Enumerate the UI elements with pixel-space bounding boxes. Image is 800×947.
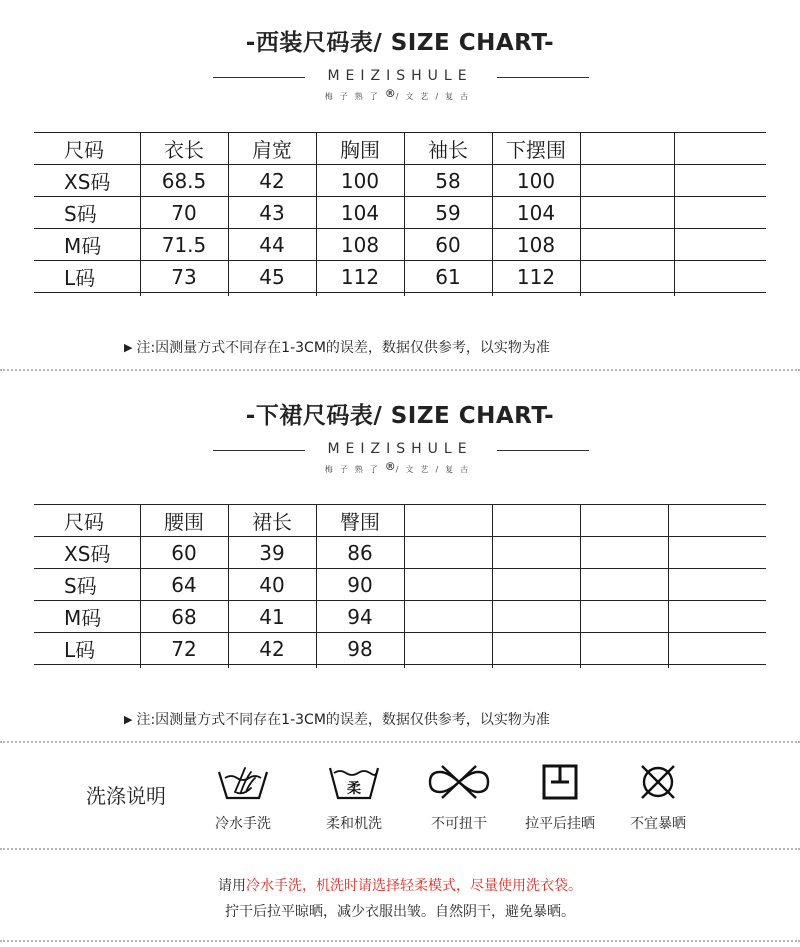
- table-cell: 108: [492, 229, 580, 261]
- header-cell: [674, 133, 766, 165]
- table-cell: 100: [492, 165, 580, 197]
- care-label: 冷水手洗: [215, 816, 271, 832]
- table-cell: 104: [492, 197, 580, 229]
- section-divider: [0, 741, 800, 743]
- table-cell: 112: [492, 261, 580, 293]
- table-cell: 100: [316, 165, 404, 197]
- gentle-machine-wash-icon: [326, 762, 382, 802]
- table-cell: [404, 633, 492, 665]
- table-row: [34, 261, 766, 293]
- skirt-size-table: [34, 504, 766, 668]
- table-cell: M码: [34, 229, 140, 261]
- table-cell: 40: [228, 569, 316, 601]
- table-cell: [580, 569, 668, 601]
- table-cell: 90: [316, 569, 404, 601]
- table-cell: 112: [316, 261, 404, 293]
- hand-wash-icon: [215, 762, 271, 802]
- table-cell: 60: [140, 537, 228, 569]
- table-cell: 68.5: [140, 165, 228, 197]
- header-cell: 下摆围: [492, 133, 580, 165]
- table-cell: XS码: [34, 537, 140, 569]
- registered-mark: ®: [384, 460, 396, 473]
- skirt-measure-note: [124, 709, 550, 729]
- header-cell: 胸围: [316, 133, 404, 165]
- care-label: 不宜暴晒: [630, 816, 686, 832]
- header-cell: 臀围: [316, 505, 404, 537]
- table-cell: 42: [228, 165, 316, 197]
- table-cell: M码: [34, 601, 140, 633]
- table-cell: 42: [228, 633, 316, 665]
- play-arrow-icon: ▶: [124, 341, 133, 354]
- instruction-prefix: 请用: [218, 878, 246, 894]
- table-tail: [34, 665, 766, 669]
- care-instruction-line-1: [0, 875, 800, 895]
- note-text: 注:因测量方式不同存在1-3CM的误差，数据仅供参考，以实物为准: [136, 340, 550, 356]
- table-cell: 72: [140, 633, 228, 665]
- section-divider: [0, 369, 800, 371]
- brand-subtitle-left: 梅子熟了: [324, 465, 385, 474]
- table-cell: [580, 601, 668, 633]
- table-cell: 86: [316, 537, 404, 569]
- section-divider: [0, 848, 800, 850]
- care-label: 柔和机洗: [326, 816, 382, 832]
- table-cell: XS码: [34, 165, 140, 197]
- section-divider: [0, 940, 800, 942]
- do-not-sun-dry-icon: [638, 762, 678, 802]
- brand-subtitle: [0, 87, 800, 102]
- table-cell: 71.5: [140, 229, 228, 261]
- gentle-wash-glyph: 柔: [347, 781, 361, 797]
- table-row: [34, 197, 766, 229]
- brand-subtitle-right: /文艺/复古: [395, 465, 476, 474]
- instruction-highlight: 冷水手洗，机洗时请选择轻柔模式，尽量使用洗衣袋。: [246, 878, 582, 894]
- table-cell: 60: [404, 229, 492, 261]
- table-cell: 68: [140, 601, 228, 633]
- do-not-wring-icon: [426, 762, 492, 802]
- header-cell: [404, 505, 492, 537]
- care-item-gentle-machine-wash: [309, 762, 399, 833]
- table-cell: 43: [228, 197, 316, 229]
- suit-chart-title: -西装尺码表/ SIZE CHART-: [245, 30, 555, 56]
- care-item-do-not-wring: [414, 762, 504, 833]
- table-cell: [674, 197, 766, 229]
- table-cell: [668, 537, 766, 569]
- table-cell: L码: [34, 261, 140, 293]
- table-cell: 45: [228, 261, 316, 293]
- table-header-row: [34, 505, 766, 537]
- table-cell: 58: [404, 165, 492, 197]
- header-cell: [580, 133, 674, 165]
- header-cell: [492, 505, 580, 537]
- table-row: [34, 229, 766, 261]
- table-cell: 70: [140, 197, 228, 229]
- care-item-dry-flat: [515, 762, 605, 833]
- dry-flat-icon: [540, 762, 580, 802]
- table-cell: 61: [404, 261, 492, 293]
- header-cell: 裙长: [228, 505, 316, 537]
- table-cell: 108: [316, 229, 404, 261]
- table-cell: [404, 601, 492, 633]
- care-item-hand-wash: [198, 762, 288, 833]
- table-cell: 73: [140, 261, 228, 293]
- table-cell: [674, 229, 766, 261]
- table-cell: [404, 569, 492, 601]
- table-cell: 39: [228, 537, 316, 569]
- table-cell: [492, 569, 580, 601]
- table-cell: [492, 537, 580, 569]
- brand-subtitle-left: 梅子熟了: [324, 92, 385, 101]
- table-row: [34, 537, 766, 569]
- table-cell: S码: [34, 569, 140, 601]
- care-item-do-not-sun-dry: [613, 762, 703, 833]
- table-cell: [674, 261, 766, 293]
- table-cell: [404, 537, 492, 569]
- table-header-row: [34, 133, 766, 165]
- table-cell: [580, 165, 674, 197]
- table-cell: [580, 197, 674, 229]
- table-row: [34, 569, 766, 601]
- table-cell: [492, 633, 580, 665]
- table-cell: [580, 633, 668, 665]
- table-cell: [580, 537, 668, 569]
- suit-measure-note: [124, 337, 550, 357]
- header-cell: 衣长: [140, 133, 228, 165]
- brand-name: MEIZISHULE: [327, 68, 473, 84]
- table-cell: [580, 229, 674, 261]
- table-cell: S码: [34, 197, 140, 229]
- header-cell: 尺码: [34, 133, 140, 165]
- table-cell: [668, 633, 766, 665]
- suit-size-table: [34, 132, 766, 296]
- header-cell: [668, 505, 766, 537]
- brand-name: MEIZISHULE: [327, 441, 473, 457]
- header-cell: 腰围: [140, 505, 228, 537]
- table-cell: 59: [404, 197, 492, 229]
- care-label: 拉平后挂晒: [525, 816, 595, 832]
- table-row: [34, 633, 766, 665]
- note-text: 注:因测量方式不同存在1-3CM的误差，数据仅供参考，以实物为准: [136, 712, 550, 728]
- table-cell: [674, 165, 766, 197]
- table-cell: 41: [228, 601, 316, 633]
- care-instruction-line-2: 拧干后拉平晾晒，减少衣服出皱。自然阴干，避免暴晒。: [225, 904, 575, 920]
- registered-mark: ®: [384, 87, 396, 100]
- table-tail: [34, 293, 766, 297]
- table-cell: 98: [316, 633, 404, 665]
- header-cell: 袖长: [404, 133, 492, 165]
- skirt-chart-title: -下裙尺码表/ SIZE CHART-: [245, 403, 555, 429]
- table-cell: 104: [316, 197, 404, 229]
- header-cell: [580, 505, 668, 537]
- table-row: [34, 165, 766, 197]
- header-cell: 尺码: [34, 505, 140, 537]
- care-label: 不可扭干: [431, 816, 487, 832]
- brand-subtitle: [0, 460, 800, 475]
- table-cell: L码: [34, 633, 140, 665]
- table-row: [34, 601, 766, 633]
- brand-subtitle-right: /文艺/复古: [395, 92, 476, 101]
- table-cell: 64: [140, 569, 228, 601]
- table-cell: 94: [316, 601, 404, 633]
- table-cell: [668, 601, 766, 633]
- washing-title: 洗涤说明: [86, 784, 166, 808]
- table-cell: [668, 569, 766, 601]
- table-cell: 44: [228, 229, 316, 261]
- table-cell: [492, 601, 580, 633]
- play-arrow-icon: ▶: [124, 713, 133, 726]
- header-cell: 肩宽: [228, 133, 316, 165]
- table-cell: [580, 261, 674, 293]
